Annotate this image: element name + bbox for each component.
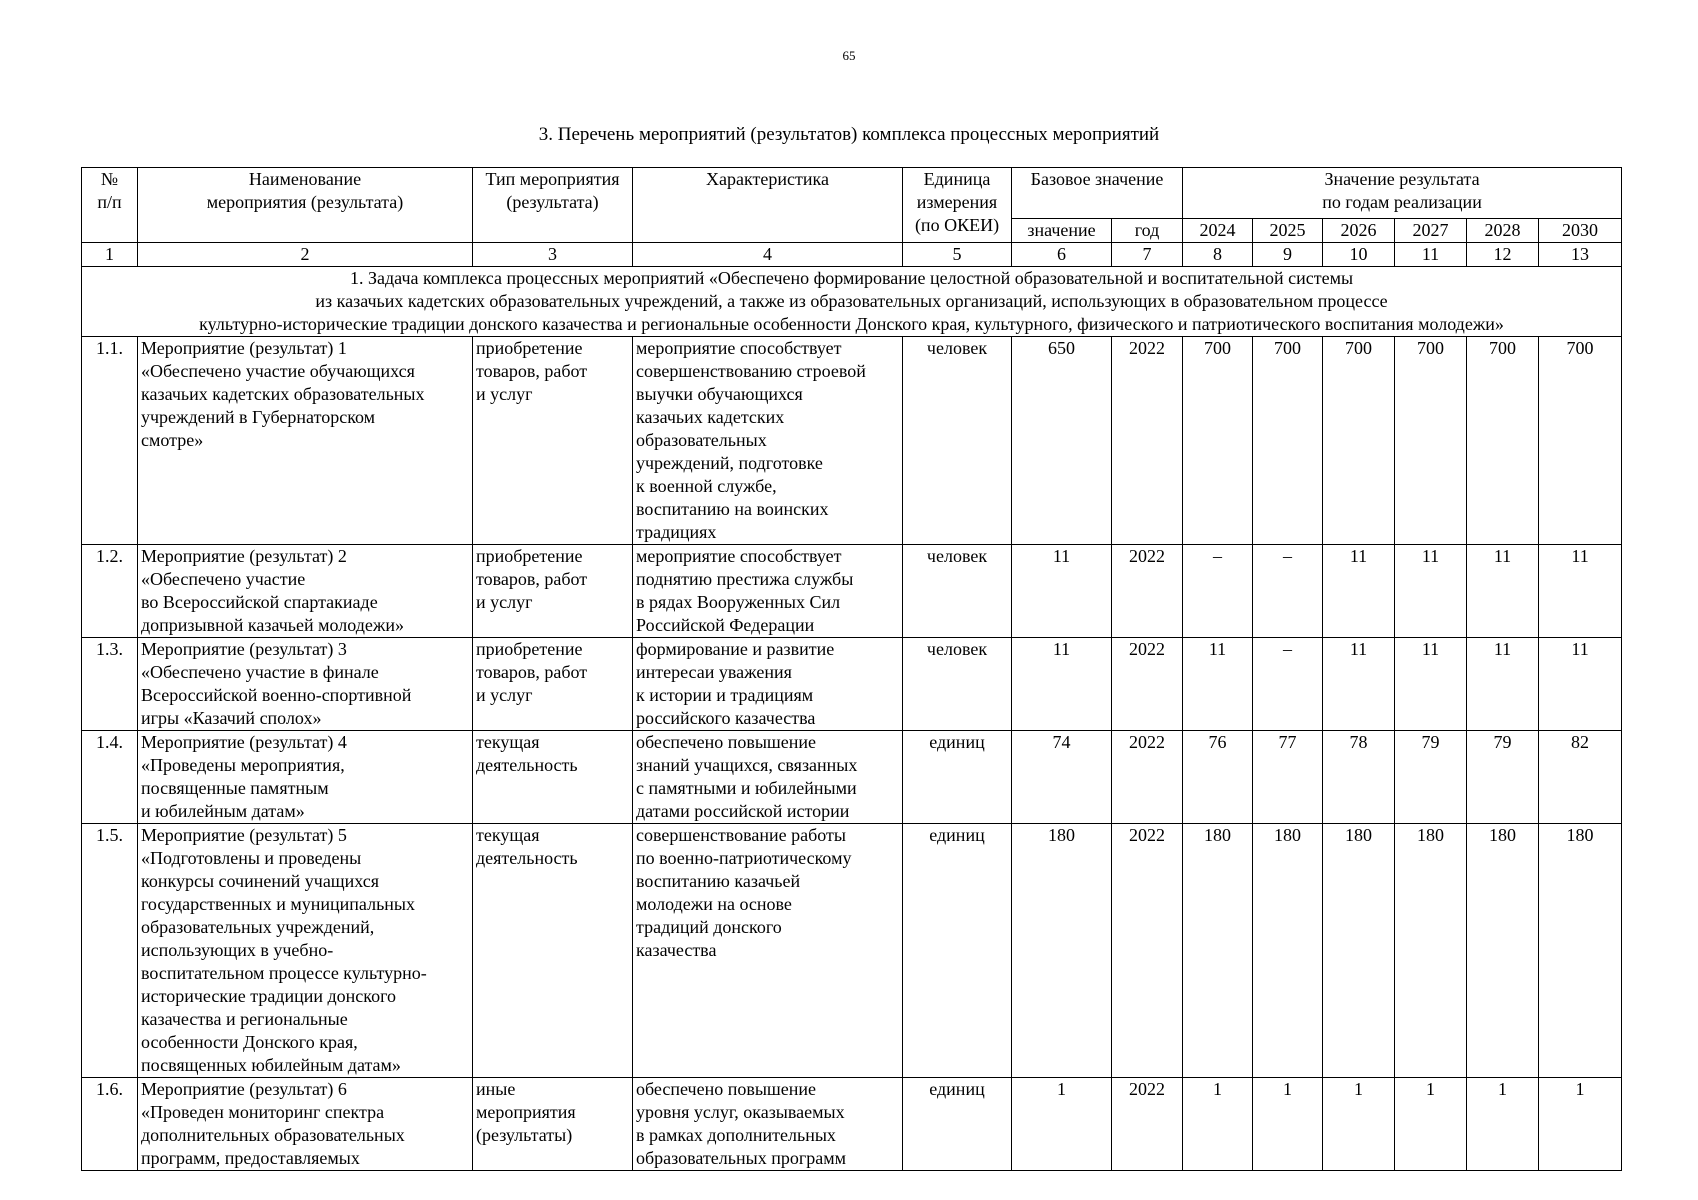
column-number: 2 [138, 243, 473, 267]
column-number: 6 [1012, 243, 1112, 267]
task-row [82, 267, 1622, 337]
column-number: 1 [82, 243, 138, 267]
column-number: 5 [903, 243, 1012, 267]
row-value-2024: 11 [1183, 638, 1253, 731]
row-value-2026: 78 [1323, 731, 1395, 824]
row-value-2024: 76 [1183, 731, 1253, 824]
row-value-2028: 1 [1467, 1078, 1539, 1171]
header-result: Значение результата по годам реализации [1183, 168, 1622, 219]
row-value-2028: 11 [1467, 545, 1539, 638]
row-value-2027: 79 [1395, 731, 1467, 824]
page-number: 65 [842, 48, 856, 63]
row-base-value: 74 [1012, 731, 1112, 824]
header-characteristic: Характеристика [633, 168, 903, 243]
table-row [82, 731, 1622, 824]
row-name: Мероприятие (результат) 5 «Подготовлены и проведены конкурсы сочинений учащихся государственных и муниципальных образовательных учреждений, использующих в учебно- воспитательном процессе культурно- исторические традиции донского казачества и региональные особенности Донского края, посвященных юбилейным датам» [138, 824, 473, 1078]
table-row [82, 638, 1622, 731]
row-value-2025: 180 [1253, 824, 1323, 1078]
row-value-2026: 1 [1323, 1078, 1395, 1171]
task-text: 1. Задача комплекса процессных мероприятий «Обеспечено формирование целостной образовательной и воспитательной системы из казачьих кадетских образовательных учреждений, а также из образовательных организаций, использующих в образовательном процессе культурно-исторические традиции донского казачества и региональные особенности Донского края, культурного, физического и патриотического воспитания молодежи» [82, 267, 1622, 337]
row-num: 1.3. [82, 638, 138, 731]
row-name: Мероприятие (результат) 6 «Проведен мониторинг спектра дополнительных образовательных программ, предоставляемых [138, 1078, 473, 1171]
row-base-year: 2022 [1112, 1078, 1183, 1171]
row-value-2026: 700 [1323, 337, 1395, 545]
row-base-year: 2022 [1112, 337, 1183, 545]
table-row [82, 824, 1622, 1078]
row-value-2026: 180 [1323, 824, 1395, 1078]
row-characteristic: обеспечено повышение знаний учащихся, связанных с памятными и юбилейными датами российской истории [633, 731, 903, 824]
header-year-2024: 2024 [1183, 219, 1253, 243]
row-characteristic: мероприятие способствует поднятию престижа службы в рядах Вооруженных Сил Российской Федерации [633, 545, 903, 638]
row-value-2027: 180 [1395, 824, 1467, 1078]
row-value-2025: 77 [1253, 731, 1323, 824]
row-unit: единиц [903, 824, 1012, 1078]
row-base-value: 1 [1012, 1078, 1112, 1171]
row-num: 1.1. [82, 337, 138, 545]
row-base-year: 2022 [1112, 731, 1183, 824]
row-value-2030: 11 [1539, 545, 1622, 638]
row-value-2028: 11 [1467, 638, 1539, 731]
row-base-value: 11 [1012, 638, 1112, 731]
row-type: приобретение товаров, работ и услуг [473, 638, 633, 731]
row-value-2025: – [1253, 638, 1323, 731]
row-value-2030: 1 [1539, 1078, 1622, 1171]
header-year-2025: 2025 [1253, 219, 1323, 243]
header-base: Базовое значение [1012, 168, 1183, 219]
table-row [82, 1078, 1622, 1171]
column-number: 11 [1395, 243, 1467, 267]
row-value-2030: 82 [1539, 731, 1622, 824]
column-number: 7 [1112, 243, 1183, 267]
header-name: Наименование мероприятия (результата) [138, 168, 473, 243]
row-unit: человек [903, 638, 1012, 731]
header-num: № п/п [82, 168, 138, 243]
row-value-2025: – [1253, 545, 1323, 638]
row-characteristic: мероприятие способствует совершенствованию строевой выучки обучающихся казачьих кадетских образовательных учреждений, подготовке к военной службе, воспитанию на воинских традициях [633, 337, 903, 545]
row-base-value: 11 [1012, 545, 1112, 638]
row-value-2025: 1 [1253, 1078, 1323, 1171]
table-row [82, 337, 1622, 545]
row-num: 1.4. [82, 731, 138, 824]
row-base-value: 650 [1012, 337, 1112, 545]
row-name: Мероприятие (результат) 3 «Обеспечено участие в финале Всероссийской военно-спортивной игры «Казачий сполох» [138, 638, 473, 731]
header-year-2026: 2026 [1323, 219, 1395, 243]
row-num: 1.6. [82, 1078, 138, 1171]
activities-table [81, 167, 1622, 1171]
row-value-2030: 700 [1539, 337, 1622, 545]
row-unit: единиц [903, 731, 1012, 824]
row-value-2024: 1 [1183, 1078, 1253, 1171]
row-num: 1.5. [82, 824, 138, 1078]
row-value-2027: 11 [1395, 545, 1467, 638]
column-numbers-row [82, 243, 1622, 267]
table-header [82, 168, 1622, 267]
row-value-2027: 1 [1395, 1078, 1467, 1171]
column-number: 9 [1253, 243, 1323, 267]
row-value-2025: 700 [1253, 337, 1323, 545]
header-unit: Единица измерения (по ОКЕИ) [903, 168, 1012, 243]
row-name: Мероприятие (результат) 4 «Проведены мероприятия, посвященные памятным и юбилейным датам» [138, 731, 473, 824]
header-year-2027: 2027 [1395, 219, 1467, 243]
row-unit: человек [903, 545, 1012, 638]
row-base-year: 2022 [1112, 545, 1183, 638]
row-value-2024: – [1183, 545, 1253, 638]
section-title: 3. Перечень мероприятий (результатов) комплекса процессных мероприятий [538, 124, 1160, 145]
row-type: приобретение товаров, работ и услуг [473, 337, 633, 545]
row-value-2027: 11 [1395, 638, 1467, 731]
row-characteristic: совершенствование работы по военно-патриотическому воспитанию казачьей молодежи на основе традиций донского казачества [633, 824, 903, 1078]
table-body [82, 267, 1622, 1171]
column-number: 13 [1539, 243, 1622, 267]
table-row [82, 545, 1622, 638]
row-base-year: 2022 [1112, 824, 1183, 1078]
row-characteristic: формирование и развитие интересаи уважения к истории и традициям российского казачества [633, 638, 903, 731]
row-value-2028: 180 [1467, 824, 1539, 1078]
row-type: текущая деятельность [473, 731, 633, 824]
row-name: Мероприятие (результат) 1 «Обеспечено участие обучающихся казачьих кадетских образовательных учреждений в Губернаторском смотре» [138, 337, 473, 545]
row-type: текущая деятельность [473, 824, 633, 1078]
header-year-2028: 2028 [1467, 219, 1539, 243]
row-value-2024: 180 [1183, 824, 1253, 1078]
column-number: 8 [1183, 243, 1253, 267]
row-characteristic: обеспечено повышение уровня услуг, оказываемых в рамках дополнительных образовательных программ [633, 1078, 903, 1171]
header-type: Тип мероприятия (результата) [473, 168, 633, 243]
row-base-year: 2022 [1112, 638, 1183, 731]
header-base-year: год [1112, 219, 1183, 243]
column-number: 3 [473, 243, 633, 267]
row-value-2030: 180 [1539, 824, 1622, 1078]
column-number: 4 [633, 243, 903, 267]
row-unit: единиц [903, 1078, 1012, 1171]
row-value-2026: 11 [1323, 545, 1395, 638]
row-value-2028: 79 [1467, 731, 1539, 824]
header-year-2030: 2030 [1539, 219, 1622, 243]
row-value-2030: 11 [1539, 638, 1622, 731]
row-name: Мероприятие (результат) 2 «Обеспечено участие во Всероссийской спартакиаде допризывной казачьей молодежи» [138, 545, 473, 638]
header-base-value: значение [1012, 219, 1112, 243]
row-type: приобретение товаров, работ и услуг [473, 545, 633, 638]
row-num: 1.2. [82, 545, 138, 638]
row-value-2028: 700 [1467, 337, 1539, 545]
column-number: 12 [1467, 243, 1539, 267]
column-number: 10 [1323, 243, 1395, 267]
row-base-value: 180 [1012, 824, 1112, 1078]
row-value-2027: 700 [1395, 337, 1467, 545]
row-type: иные мероприятия (результаты) [473, 1078, 633, 1171]
row-unit: человек [903, 337, 1012, 545]
row-value-2024: 700 [1183, 337, 1253, 545]
row-value-2026: 11 [1323, 638, 1395, 731]
